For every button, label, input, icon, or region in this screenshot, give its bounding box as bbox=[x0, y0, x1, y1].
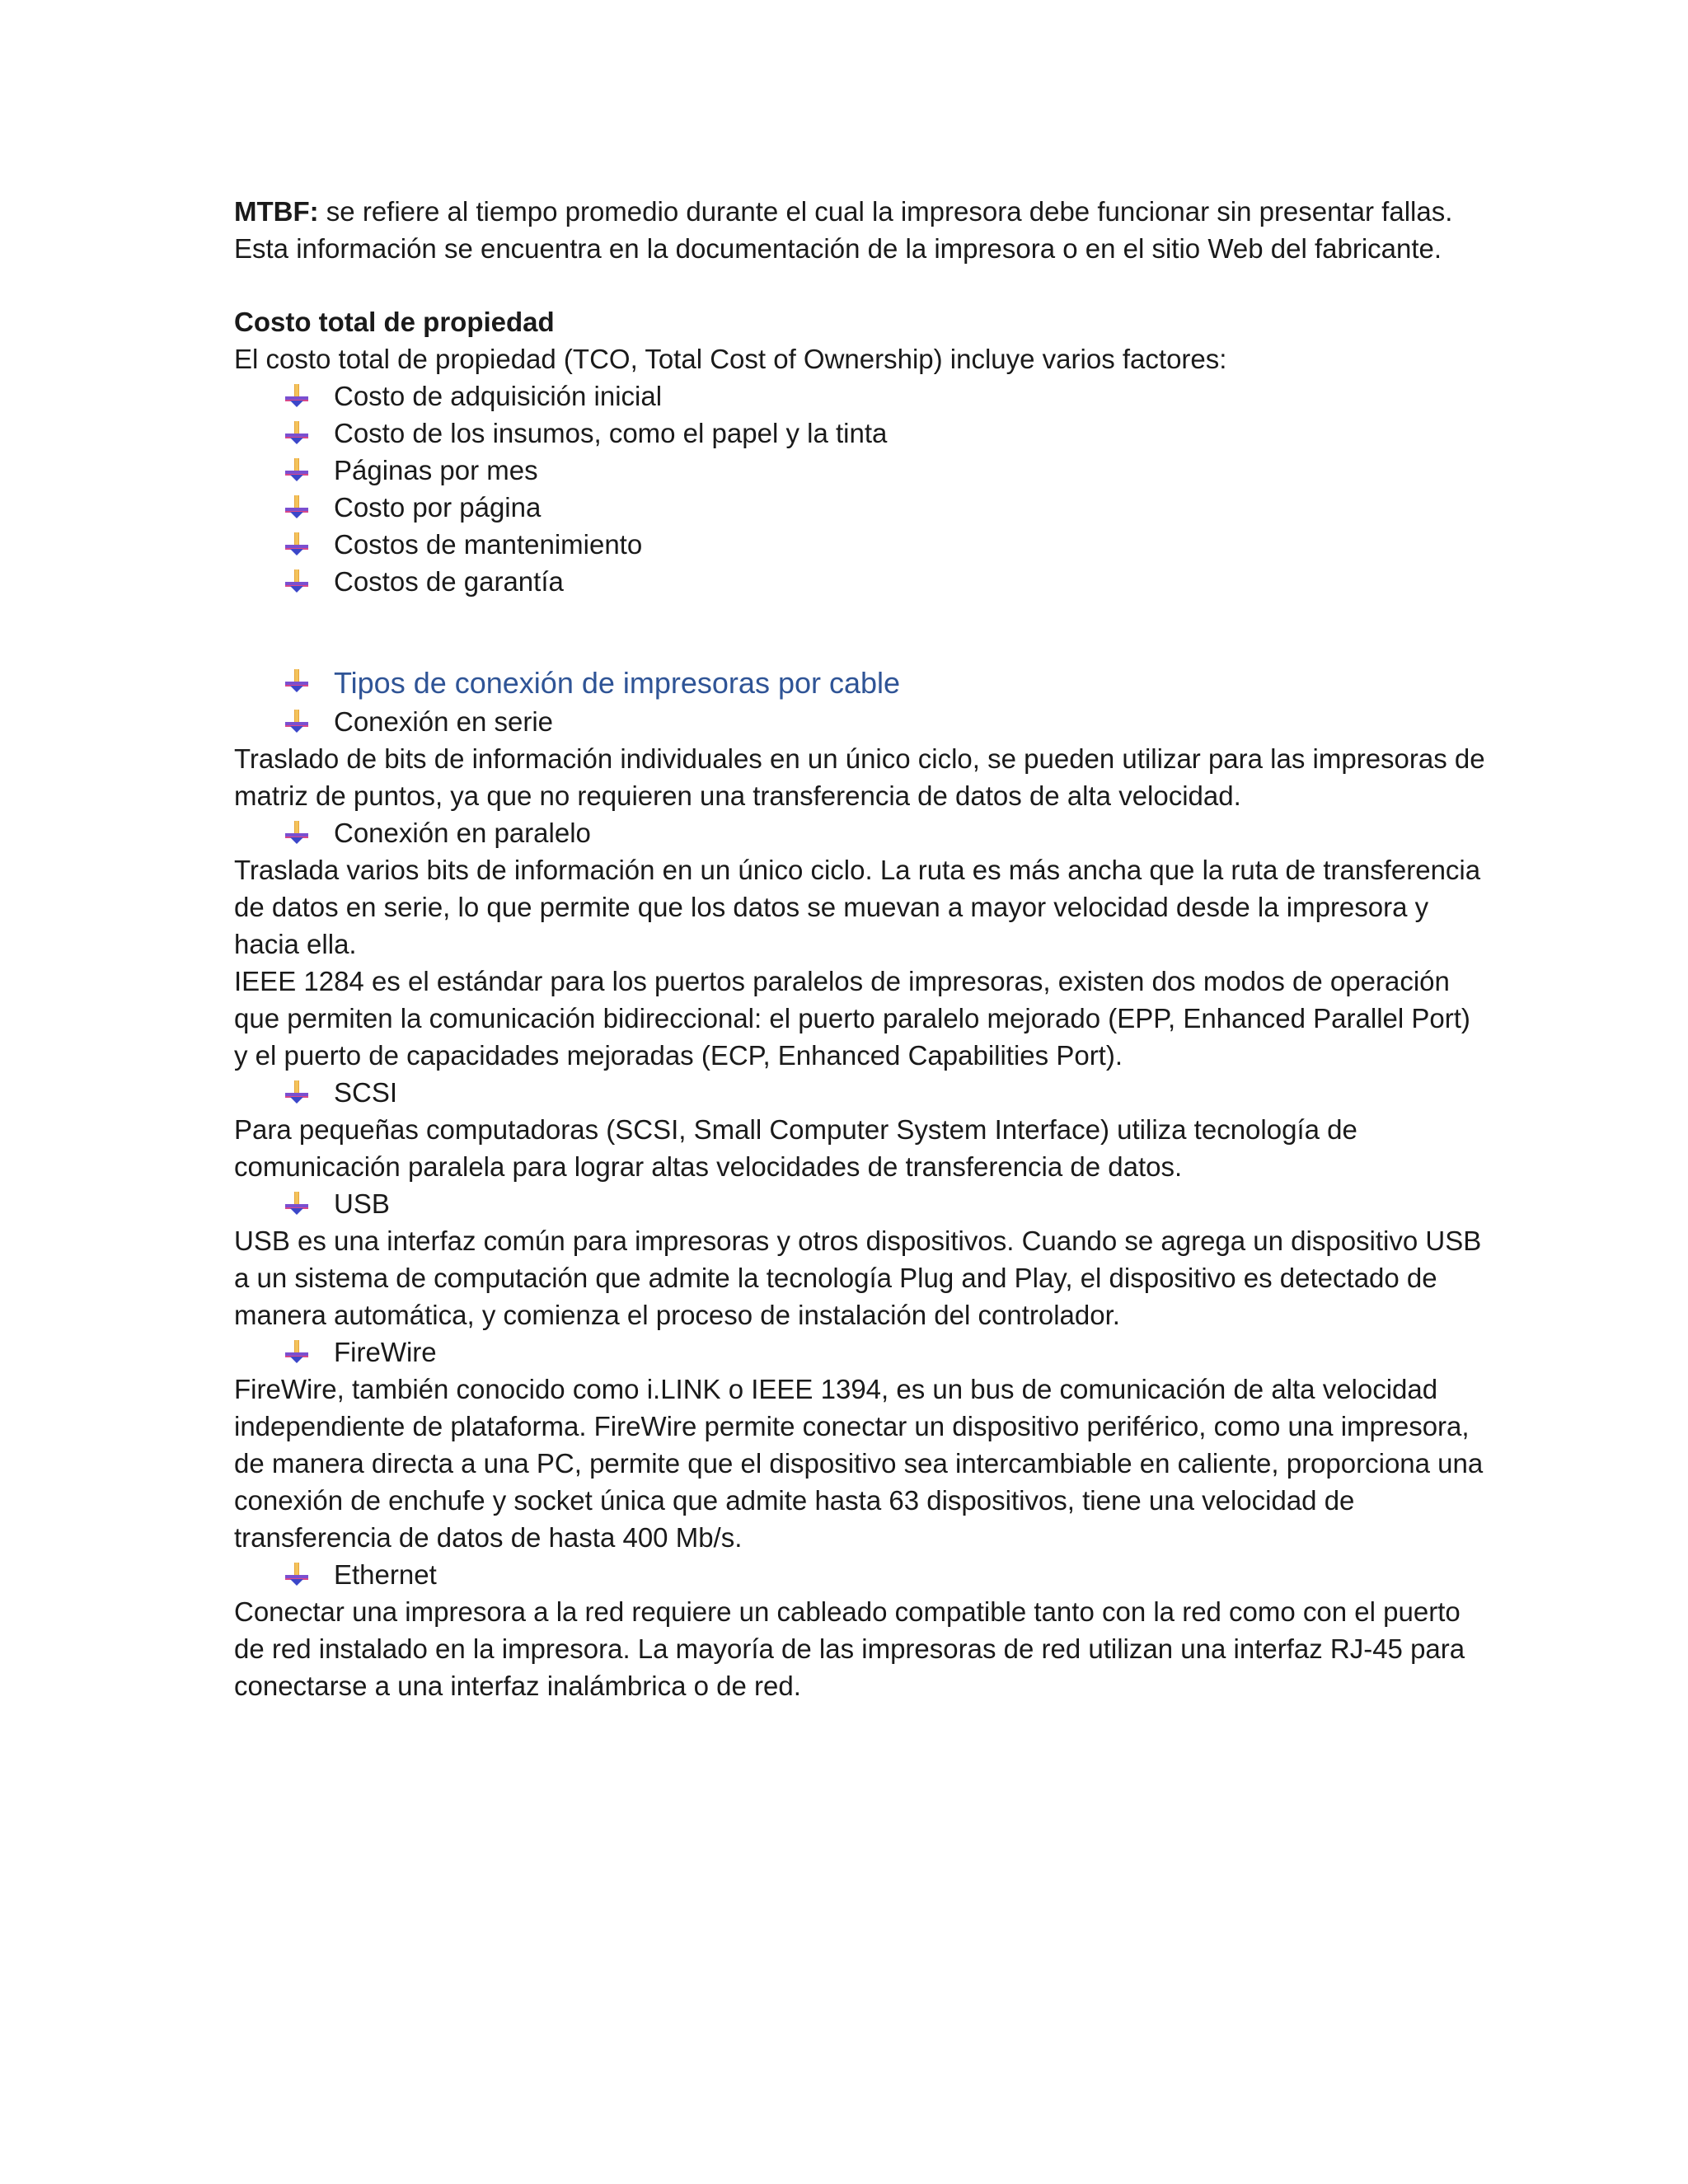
arrow-bullet-icon bbox=[284, 495, 310, 518]
serial-title: Conexión en serie bbox=[284, 703, 1487, 740]
list-item: Costos de garantía bbox=[284, 563, 1487, 600]
parallel-title: Conexión en paralelo bbox=[284, 814, 1487, 851]
ethernet-list bbox=[234, 1556, 1487, 1593]
scsi-title: SCSI bbox=[284, 1074, 1487, 1111]
tco-title: Costo total de propiedad bbox=[234, 307, 555, 337]
firewire-list bbox=[234, 1333, 1487, 1371]
list-item: Costo por página bbox=[284, 489, 1487, 526]
arrow-bullet-icon bbox=[284, 1340, 310, 1363]
arrow-bullet-icon bbox=[284, 669, 310, 692]
list-item: Costo de adquisición inicial bbox=[284, 377, 1487, 415]
parallel-list bbox=[234, 814, 1487, 851]
firewire-title: FireWire bbox=[284, 1333, 1487, 1371]
list-item: Páginas por mes bbox=[284, 452, 1487, 489]
mtbf-paragraph bbox=[234, 193, 1487, 267]
arrow-bullet-icon bbox=[284, 1563, 310, 1586]
connections-heading-list bbox=[234, 663, 1487, 740]
connections-heading: Tipos de conexión de impresoras por cable bbox=[284, 663, 1487, 703]
arrow-bullet-icon bbox=[284, 384, 310, 407]
list-item: Costo de los insumos, como el papel y la tinta bbox=[284, 415, 1487, 452]
tco-list bbox=[234, 377, 1487, 600]
document-body bbox=[234, 193, 1487, 1704]
arrow-bullet-icon bbox=[284, 458, 310, 481]
scsi-list bbox=[234, 1074, 1487, 1111]
arrow-bullet-icon bbox=[284, 710, 310, 733]
arrow-bullet-icon bbox=[284, 1192, 310, 1215]
mtbf-text: se refiere al tiempo promedio durante el cual la impresora debe funcionar sin presentar fallas. Esta información se encuentra en la documentación de la impresora o en el sitio Web del fabricante. bbox=[234, 196, 1453, 264]
arrow-bullet-icon bbox=[284, 1080, 310, 1104]
mtbf-label: MTBF: bbox=[234, 196, 319, 227]
ethernet-title: Ethernet bbox=[284, 1556, 1487, 1593]
firewire-text: FireWire, también conocido como i.LINK o IEEE 1394, es un bus de comunicación de alta velocidad independiente de plataforma. FireWire permite conectar un dispositivo periférico, como una impresora, de manera directa a una PC, permite que el dispositivo sea intercambiable en caliente, proporciona una conexión de enchufe y socket única que admite hasta 63 dispositivos, tiene una velocidad de transferencia de datos de hasta 400 Mb/s. bbox=[234, 1374, 1484, 1553]
scsi-text: Para pequeñas computadoras (SCSI, Small Computer System Interface) utiliza tecnología de comunicación paralela para lograr altas velocidades de transferencia de datos. bbox=[234, 1114, 1357, 1182]
arrow-bullet-icon bbox=[284, 821, 310, 844]
list-item: Costos de mantenimiento bbox=[284, 526, 1487, 563]
usb-title: USB bbox=[284, 1185, 1487, 1222]
arrow-bullet-icon bbox=[284, 421, 310, 444]
parallel-text-ieee: IEEE 1284 es el estándar para los puertos paralelos de impresoras, existen dos modos de operación que permiten la comunicación bidireccional: el puerto paralelo mejorado (EPP, Enhanced Parallel Port) y el puerto de capacidades mejoradas (ECP, Enhanced Capabilities Port). bbox=[234, 966, 1470, 1071]
serial-text: Traslado de bits de información individuales en un único ciclo, se pueden utilizar para las impresoras de matriz de puntos, ya que no requieren una transferencia de datos de alta velocidad. bbox=[234, 743, 1485, 811]
parallel-text: Traslada varios bits de información en un único ciclo. La ruta es más ancha que la ruta de transferencia de datos en serie, lo que permite que los datos se muevan a mayor velocidad desde la impresora y hacia ella. bbox=[234, 855, 1481, 959]
usb-list bbox=[234, 1185, 1487, 1222]
arrow-bullet-icon bbox=[284, 532, 310, 555]
tco-intro: El costo total de propiedad (TCO, Total Cost of Ownership) incluye varios factores: bbox=[234, 344, 1227, 374]
usb-text: USB es una interfaz común para impresoras y otros dispositivos. Cuando se agrega un dispositivo USB a un sistema de computación que admite la tecnología Plug and Play, el dispositivo es detectado de manera automática, y comienza el proceso de instalación del controlador. bbox=[234, 1226, 1482, 1330]
ethernet-text: Conectar una impresora a la red requiere un cableado compatible tanto con la red como con el puerto de red instalado en la impresora. La mayoría de las impresoras de red utilizan una interfaz RJ-45 para conectarse a una interfaz inalámbrica o de red. bbox=[234, 1596, 1465, 1701]
arrow-bullet-icon bbox=[284, 569, 310, 593]
